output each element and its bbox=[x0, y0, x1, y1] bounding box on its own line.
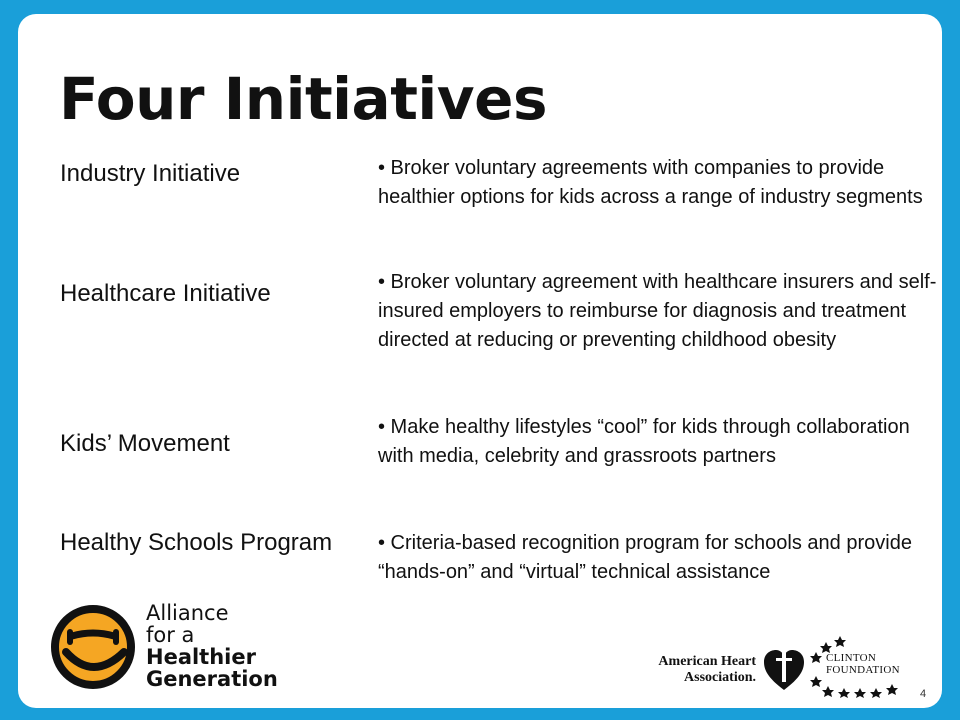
heart-torch-icon bbox=[762, 644, 806, 694]
aha-logo-text bbox=[658, 654, 756, 686]
alliance-logo bbox=[48, 602, 288, 702]
clinton-logo-text bbox=[826, 652, 900, 676]
initiative-description-industry: • Broker voluntary agreements with companies to provide healthier options for kids across a range of industry segments bbox=[378, 157, 923, 208]
clinton-line-1: CLINTON bbox=[826, 652, 877, 664]
aha-logo bbox=[658, 644, 818, 694]
initiative-name-schools: Healthy Schools Program bbox=[60, 529, 333, 556]
initiative-description-healthcare: • Broker voluntary agreement with healthcare insurers and self- insured employers to reimburse for diagnosis and treatment directed at reducing or preventing childhood obesity bbox=[378, 271, 937, 351]
alliance-logo-text bbox=[146, 602, 278, 690]
smiley-face-icon bbox=[48, 602, 138, 692]
aha-line-2: Association. bbox=[684, 670, 756, 685]
alliance-line-3: Healthier bbox=[146, 645, 256, 669]
slide-title: Four Initiatives bbox=[59, 65, 547, 133]
alliance-line-4: Generation bbox=[146, 667, 278, 691]
initiative-description-kids: • Make healthy lifestyles “cool” for kids through collaboration with media, celebrity and grassroots partners bbox=[378, 416, 910, 467]
slide bbox=[18, 14, 942, 708]
aha-line-1: American Heart bbox=[658, 654, 756, 669]
initiative-name-industry: Industry Initiative bbox=[60, 160, 241, 187]
initiative-name-healthcare: Healthcare Initiative bbox=[60, 280, 271, 307]
clinton-foundation-logo bbox=[808, 634, 918, 704]
initiative-description-schools: • Criteria-based recognition program for schools and provide “hands-on” and “virtual” technical assistance bbox=[378, 532, 912, 583]
initiative-name-kids: Kids’ Movement bbox=[60, 430, 230, 457]
clinton-line-2: FOUNDATION bbox=[826, 664, 900, 676]
page-number: 4 bbox=[920, 688, 927, 700]
alliance-line-1: Alliance bbox=[146, 601, 229, 625]
alliance-line-2: for a bbox=[146, 623, 195, 647]
